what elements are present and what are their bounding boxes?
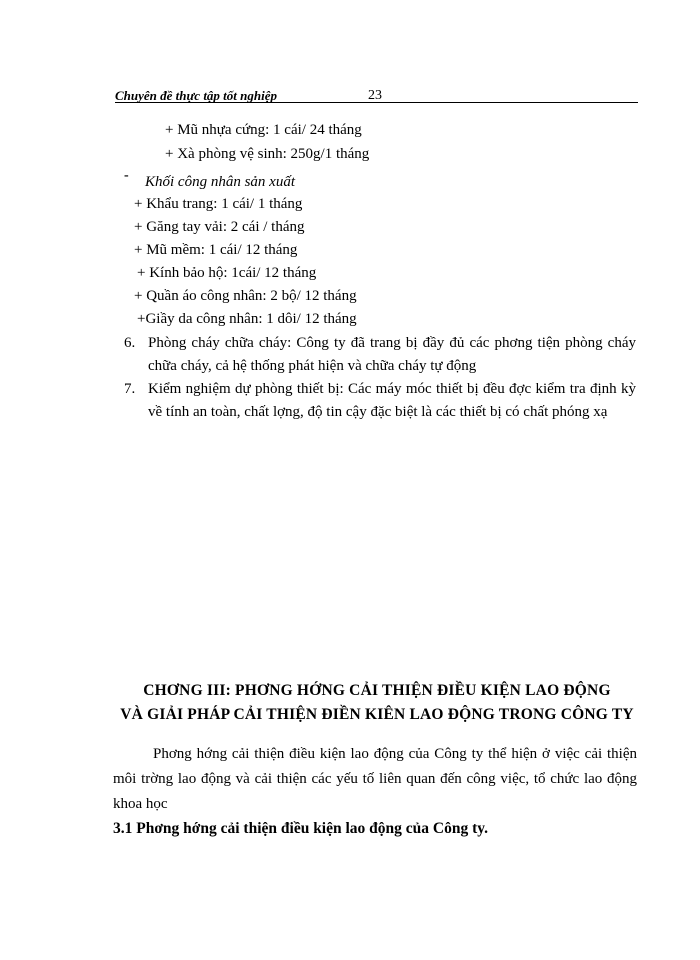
numbered-paragraph: Phòng cháy chữa cháy: Công ty đã trang bị đầy đủ các phơng tiện phòng cháy chữa cháy, cả hệ thống phát hiện và chữa cháy tự động bbox=[148, 335, 636, 374]
list-item: + Xà phòng vệ sinh: 250g/1 tháng bbox=[165, 146, 370, 162]
section-heading: 3.1 Phơng hớng cải thiện điều kiện lao động của Công ty. bbox=[113, 820, 489, 837]
list-item: + Găng tay vải: 2 cái / tháng bbox=[134, 219, 305, 235]
list-item: + Mũ mềm: 1 cái/ 12 tháng bbox=[134, 242, 298, 258]
header-rule bbox=[115, 102, 638, 103]
group-dash: - bbox=[124, 168, 129, 183]
chapter-title-line1: CHƠNG III: PHƠNG HỚNG CẢI THIỆN ĐIỀU KIỆN LAO ĐỘNG bbox=[143, 682, 611, 699]
item-number: 7. bbox=[124, 381, 136, 397]
list-item: +Giầy da công nhân: 1 dôi/ 12 tháng bbox=[137, 311, 357, 327]
group-title: Khối công nhân sản xuất bbox=[145, 174, 295, 190]
list-item: + Mũ nhựa cứng: 1 cái/ 24 tháng bbox=[165, 122, 362, 138]
list-item: + Khẩu trang: 1 cái/ 1 tháng bbox=[134, 196, 303, 212]
item-number: 6. bbox=[124, 335, 136, 351]
list-item: + Kính bảo hộ: 1cái/ 12 tháng bbox=[137, 265, 317, 281]
list-item: + Quần áo công nhân: 2 bộ/ 12 tháng bbox=[134, 288, 357, 304]
numbered-paragraph: Kiểm nghiệm dự phòng thiết bị: Các máy móc thiết bị đều đợc kiểm tra định kỳ về tính an toàn, chất lợng, độ tin cậy đặc biệt là các thiết bị có chất phóng xạ bbox=[148, 381, 636, 420]
header-title: Chuyên đề thực tập tốt nghiệp bbox=[115, 88, 277, 103]
chapter-title-line2: VÀ GIẢI PHÁP CẢI THIỆN ĐIỀN KIÊN LAO ĐỘNG TRONG CÔNG TY bbox=[120, 706, 634, 723]
page-number: 23 bbox=[368, 88, 382, 103]
intro-paragraph: Phơng hớng cải thiện điều kiện lao động của Công ty thể hiện ở việc cải thiện môi trờng lao động và cải thiện các yếu tố liên quan đến công việc, tổ chức lao động khoa học bbox=[113, 746, 637, 812]
